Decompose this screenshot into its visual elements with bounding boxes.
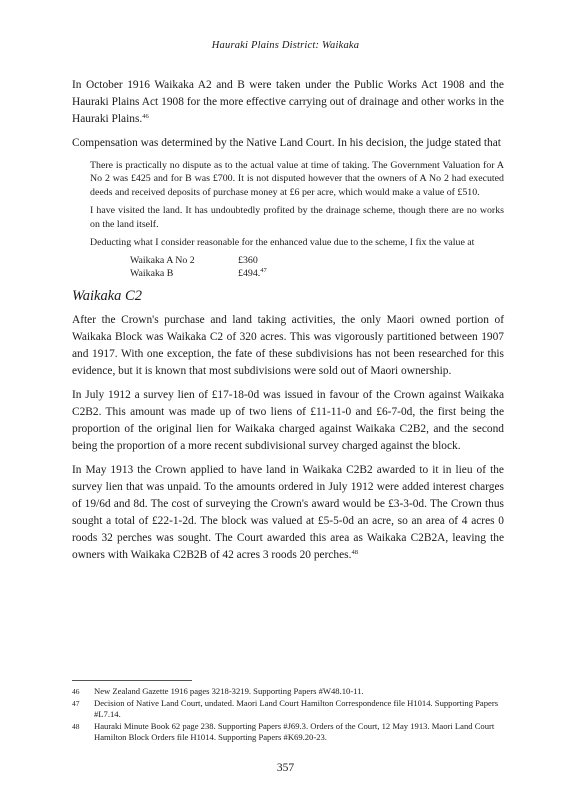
- page-number: 357: [276, 762, 295, 774]
- paragraph-5: In May 1913 the Crown applied to have land in Waikaka C2B2 awarded to it in lieu of the survey lien that was unpaid. To the amounts ordered in July 1912 were added interest charges of 19/6d and 8d. The cost of surveying the Crown's award would be £3-3-0d. The Crown thus sought a total of £22-1-2d. The block was valued at £5-5-0d an acre, so an area of 4 acres 0 roods 32 perches was sought. The Court awarded this area as Waikaka C2B2A, leaving the owners with Waikaka C2B2B of 42 acres 3 roods 20 perches.$^{48}$: [72, 464, 504, 562]
- footnote-number: 46: [72, 687, 80, 696]
- main-text: [72, 77, 504, 571]
- valuation-name: Waikaka A No 2: [130, 255, 195, 267]
- valuation-value: £360: [238, 255, 258, 267]
- running-header: Hauraki Plains District: Waikaka: [211, 40, 360, 51]
- footnote-ref-48[interactable]: 48: [351, 549, 358, 557]
- footnote-text: New Zealand Gazette 1916 pages 3218-3219. Supporting Papers #W48.10-11.: [94, 686, 364, 696]
- paragraph-2: Compensation was determined by the Native Land Court. In his decision, the judge stated that: [72, 137, 501, 149]
- footnote-46: [72, 686, 504, 697]
- valuation-value: £494.47: [238, 267, 267, 280]
- footnote-47: [72, 698, 504, 720]
- footnote-text: Decision of Native Land Court, undated. Maori Land Court Hamilton Correspondence file H1014. Supporting Papers #L7.14.: [94, 698, 499, 719]
- footnote-48: [72, 721, 504, 743]
- footnote-number: 48: [72, 722, 80, 731]
- section-heading: Waikaka C2: [72, 288, 142, 305]
- valuation-table: [130, 254, 267, 280]
- paragraph-1: In October 1916 Waikaka A2 and B were taken under the Public Works Act 1908 and the Hauraki Plains Act 1908 for the more effective carrying out of drainage and other works in the Hauraki Plains.$^{46}$: [72, 79, 504, 125]
- valuation-name: Waikaka B: [130, 268, 174, 280]
- paragraph-3: After the Crown's purchase and land taking activities, the only Maori owned portion of Waikaka Block was Waikaka C2 of 320 acres. This was vigorously partitioned between 1907 and 1917. With one exception, the fate of these subdivisions has not been researched for this evidence, but it is known that most subdivisions were sold out of Maori ownership.: [72, 314, 504, 378]
- paragraph-4: In July 1912 a survey lien of £17-18-0d was issued in favour of the Crown against Waikaka C2B2. This amount was made up of two liens of £11-11-0 and £6-7-0d, the first being the proportion of the original lien for Waikaka charged against Waikaka C2B2, and the second being the proportion of a more recent subdivisional survey charged against the block.: [72, 389, 504, 453]
- block-quote: [90, 159, 504, 280]
- valuation-row: [130, 254, 267, 267]
- footnote-text: Hauraki Minute Book 62 page 238. Supporting Papers #J69.3. Orders of the Court, 12 May 1913. Maori Land Court Hamilton Block Orders file H1014. Supporting Papers #K69.20-23.: [94, 721, 495, 742]
- footnote-ref-47[interactable]: 47: [260, 267, 267, 275]
- valuation-row: [130, 267, 267, 280]
- quote-paragraph-2: I have visited the land. It has undoubtedly profited by the drainage scheme, though there are no works on the land itself.: [90, 205, 504, 230]
- quote-paragraph-1: There is practically no dispute as to the actual value at time of taking. The Government Valuation for A No 2 was £425 and for B was £700. It is not disputed however that the owners of A No 2 had executed deeds and received deposits of purchase money at £6 per acre, which would make a value of £510.: [90, 160, 504, 198]
- footnotes: [72, 686, 504, 744]
- footnote-divider: [72, 680, 192, 681]
- footnote-number: 47: [72, 699, 80, 708]
- quote-paragraph-3: Deducting what I consider reasonable for the enhanced value due to the scheme, I fix the value at: [90, 237, 475, 249]
- footnote-ref-46[interactable]: 46: [142, 113, 149, 120]
